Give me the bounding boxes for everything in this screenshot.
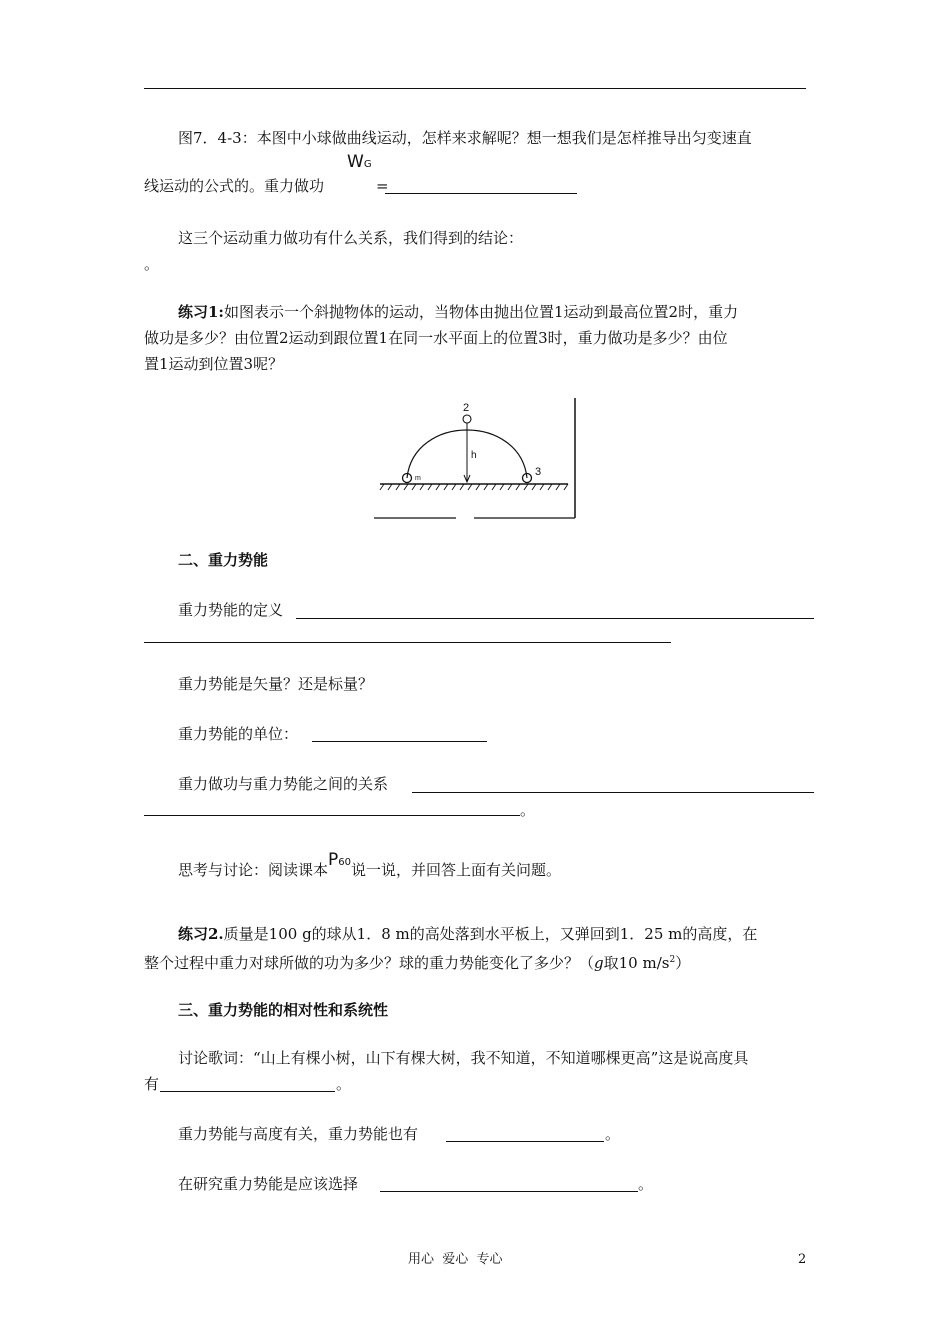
exercise1-line3: 置1运动到位置3呢？: [144, 355, 284, 373]
height-end: 。: [605, 1125, 621, 1143]
para2-line2: 。: [144, 255, 160, 273]
page-symbol: P60: [328, 850, 352, 870]
blank-choose: [380, 1191, 638, 1192]
blank-definition-2: [144, 642, 671, 643]
exercise1-line2: 做功是多少？由位置2运动到跟位置1在同一水平面上的位置3时，重力做功是多少？由位: [144, 329, 728, 347]
exercise1-line1: 练习1:如图表示一个斜抛物体的运动，当物体由抛出位置1运动到最高位置2时，重力: [178, 303, 739, 321]
page-number: 2: [798, 1252, 807, 1267]
blank-relation-1: [412, 792, 814, 793]
think-discuss: 思考与讨论：阅读课本P60说一说，并回答上面有关问题。: [178, 850, 562, 879]
para1-equals: =: [376, 177, 389, 195]
blank-unit: [312, 741, 487, 742]
discuss-end: 。: [336, 1075, 352, 1093]
exercise2-line1: 练习2.质量是100 g的球从1．8 m的高处落到水平板上，又弹回到1．25 m的高度，在: [178, 925, 758, 943]
blank-height: [446, 1141, 604, 1142]
label-3: 3: [535, 466, 542, 478]
projectile-figure: [370, 392, 582, 524]
definition-label: 重力势能的定义: [178, 601, 284, 619]
header-rule: [144, 88, 806, 89]
height-label: 重力势能与高度有关，重力势能也有: [178, 1125, 419, 1143]
blank-definition-1: [296, 618, 814, 619]
section3-heading: 三、重力势能的相对性和系统性: [178, 1001, 389, 1019]
work-symbol: WG: [347, 152, 372, 172]
vector-question: 重力势能是矢量？还是标量？: [178, 675, 374, 693]
exercise2-line2: 整个过程中重力对球所做的功为多少？球的重力势能变化了多少？（g取10 $m/s^2$）: [144, 954, 691, 972]
para1-line1: 图7．4-3：本图中小球做曲线运动，怎样来求解呢？想一想我们是怎样推导出匀变速直: [178, 129, 752, 147]
blank-discuss: [160, 1091, 335, 1092]
choose-end: 。: [638, 1175, 654, 1193]
para1-line2: 线运动的公式的。重力做功: [144, 177, 325, 195]
discuss-line2: 有: [144, 1075, 160, 1093]
discuss-line1: 讨论歌词：“山上有棵小树，山下有棵大树，我不知道，不知道哪棵更高”这是说高度具: [178, 1049, 749, 1067]
blank-work: [385, 193, 577, 194]
relation-label: 重力做功与重力势能之间的关系: [178, 775, 389, 793]
label-m: m: [415, 475, 421, 482]
label-h: h: [471, 450, 477, 461]
blank-relation-2: [144, 815, 520, 816]
label-2: 2: [463, 402, 470, 414]
exercise2-label: 练习2.: [178, 925, 224, 943]
relation-end: 。: [520, 801, 536, 819]
para2-line1: 这三个运动重力做功有什么关系，我们得到的结论：: [178, 229, 524, 247]
choose-label: 在研究重力势能是应该选择: [178, 1175, 359, 1193]
footer-motto: 用心 爱心 专心: [408, 1252, 503, 1267]
unit-label: 重力势能的单位：: [178, 725, 299, 743]
exercise1-label: 练习1:: [178, 303, 224, 321]
section2-heading: 二、重力势能: [178, 551, 269, 569]
